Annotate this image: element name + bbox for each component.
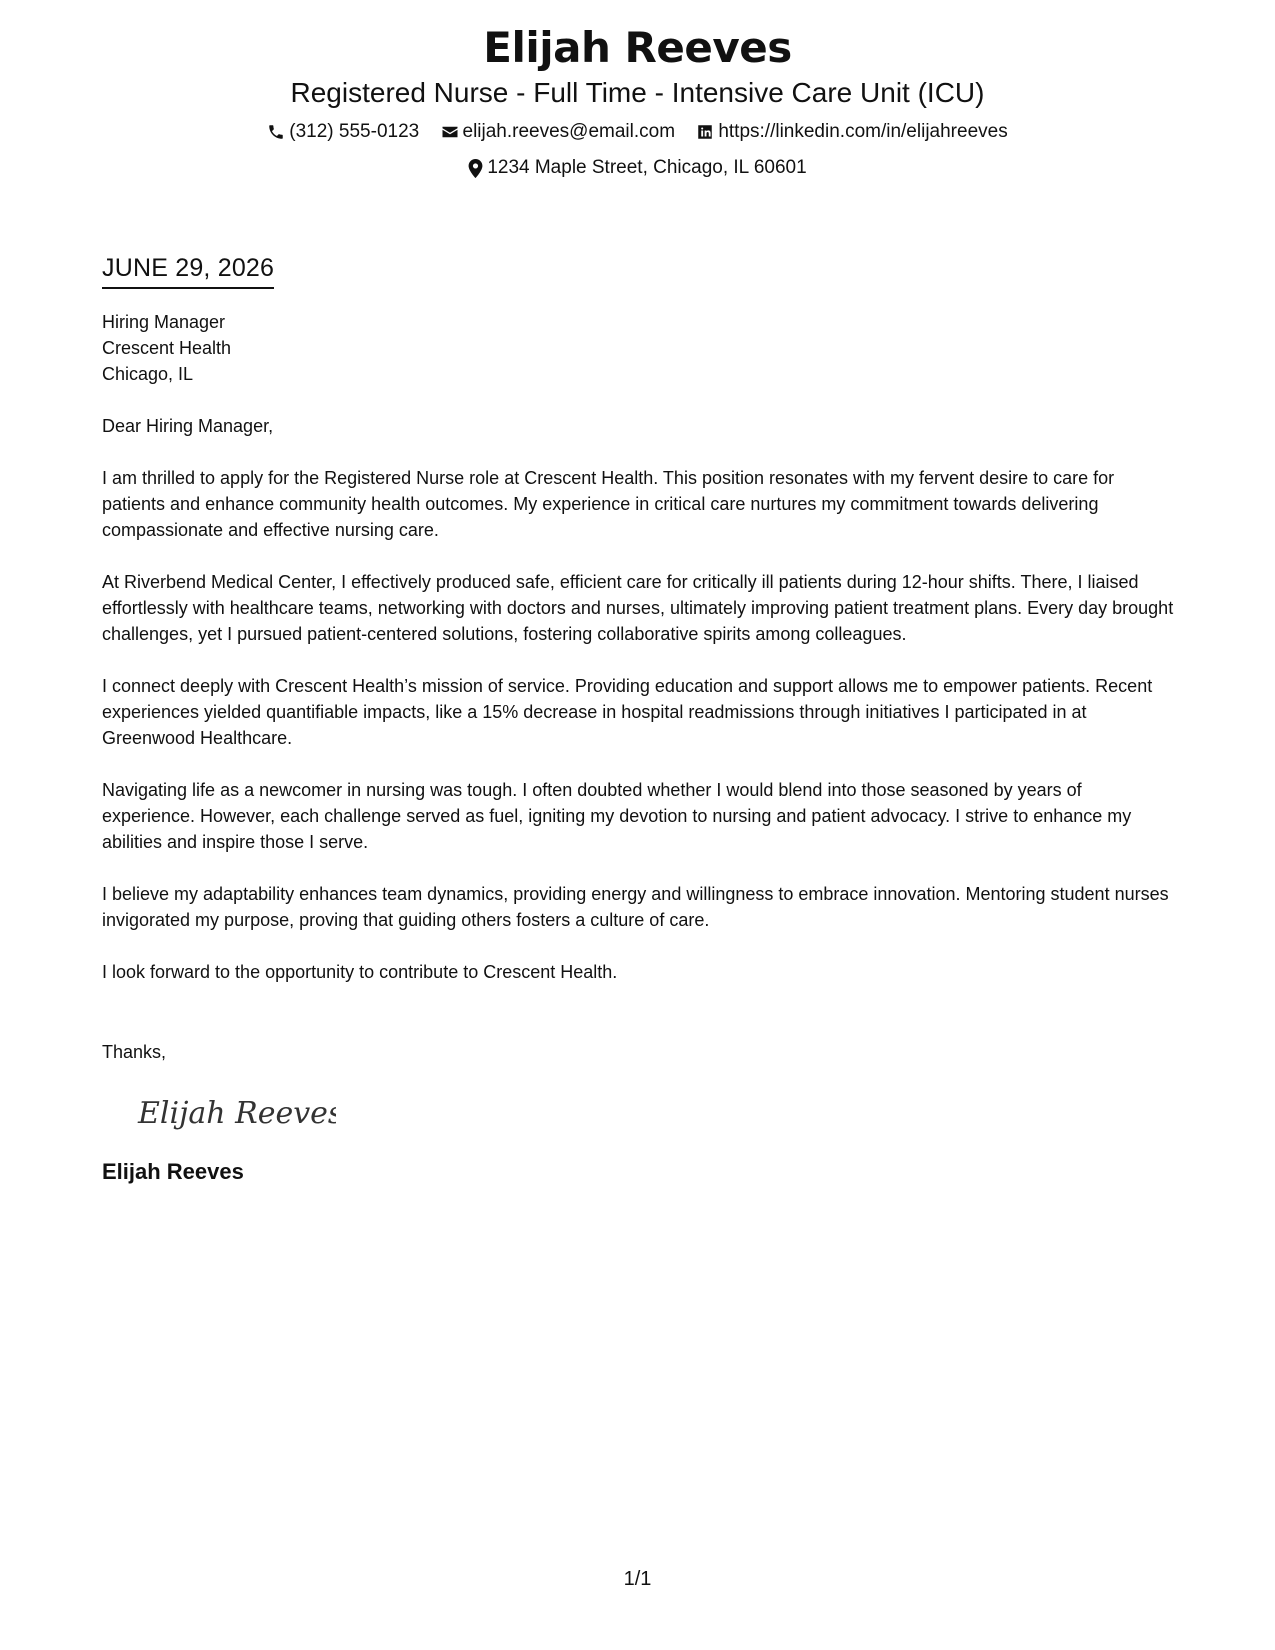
signature-image (136, 1087, 336, 1137)
linkedin-text[interactable]: https://linkedin.com/in/elijahreeves (718, 121, 1008, 142)
paragraph: Navigating life as a newcomer in nursing was tough. I often doubted whether I would blend into those seasoned by years of experience. However, each challenge served as fuel, igniting my devotion to nursing and patient advocacy. I strive to enhance my abilities and inspire those I serve. (102, 780, 1132, 852)
phone-text: (312) 555-0123 (289, 121, 420, 142)
page-number: 1/1 (623, 1568, 652, 1590)
handwritten-signature (136, 1087, 1177, 1144)
linkedin-contact[interactable] (696, 119, 1007, 145)
email-text[interactable]: elijah.reeves@email.com (462, 121, 676, 142)
recipient-block (102, 309, 1177, 387)
linkedin-icon (696, 123, 714, 141)
closing: Thanks, (102, 1042, 167, 1062)
letter-body (102, 253, 1177, 1186)
address-contact (468, 155, 806, 181)
map-pin-icon (468, 159, 483, 178)
letter-date: JUNE 29, 2026 (102, 253, 274, 289)
paragraph: I connect deeply with Crescent Health’s mission of service. Providing education and support allows me to empower patients. Recent experiences yielded quantifiable impacts, like a 15% decrease in hospital readmissions through initiatives I participated in at Greenwood Healthcare. (102, 676, 1153, 748)
recipient-title: Hiring Manager (102, 312, 226, 332)
phone-icon (267, 123, 285, 141)
recipient-company: Crescent Health (102, 338, 232, 358)
recipient-location: Chicago, IL (102, 364, 194, 384)
phone-contact (267, 119, 419, 145)
paragraph: I am thrilled to apply for the Registered Nurse role at Crescent Health. This position resonates with my fervent desire to care for patients and enhance community health outcomes. My experience in critical care nurtures my commitment towards delivering compassionate and effective nursing care. (102, 468, 1115, 540)
applicant-name: Elijah Reeves (483, 23, 792, 72)
signer-name: Elijah Reeves (102, 1159, 244, 1184)
paragraph: I believe my adaptability enhances team dynamics, providing energy and willingness to embrace innovation. Mentoring student nurses invigorated my purpose, proving that guiding others fosters a culture of care. (102, 884, 1169, 930)
paragraph: I look forward to the opportunity to contribute to Crescent Health. (102, 962, 618, 982)
signature-glyphs: Elijah Reeves (138, 1096, 336, 1131)
address-text: 1234 Maple Street, Chicago, IL 60601 (487, 157, 807, 178)
paragraph: At Riverbend Medical Center, I effectively produced safe, efficient care for critically ill patients during 12-hour shifts. There, I liaised effortlessly with healthcare teams, networking with doctors and nurses, ultimately improving patient treatment plans. Every day brought challenges, yet I pursued patient-centered solutions, fostering collaborative spirits among colleagues. (102, 572, 1174, 644)
envelope-icon (441, 123, 459, 141)
salutation: Dear Hiring Manager, (102, 416, 274, 436)
letter-header (0, 22, 1275, 183)
applicant-role: Registered Nurse - Full Time - Intensive Care Unit (ICU) (290, 77, 985, 108)
contact-line (0, 119, 1275, 149)
email-contact[interactable] (441, 119, 676, 145)
